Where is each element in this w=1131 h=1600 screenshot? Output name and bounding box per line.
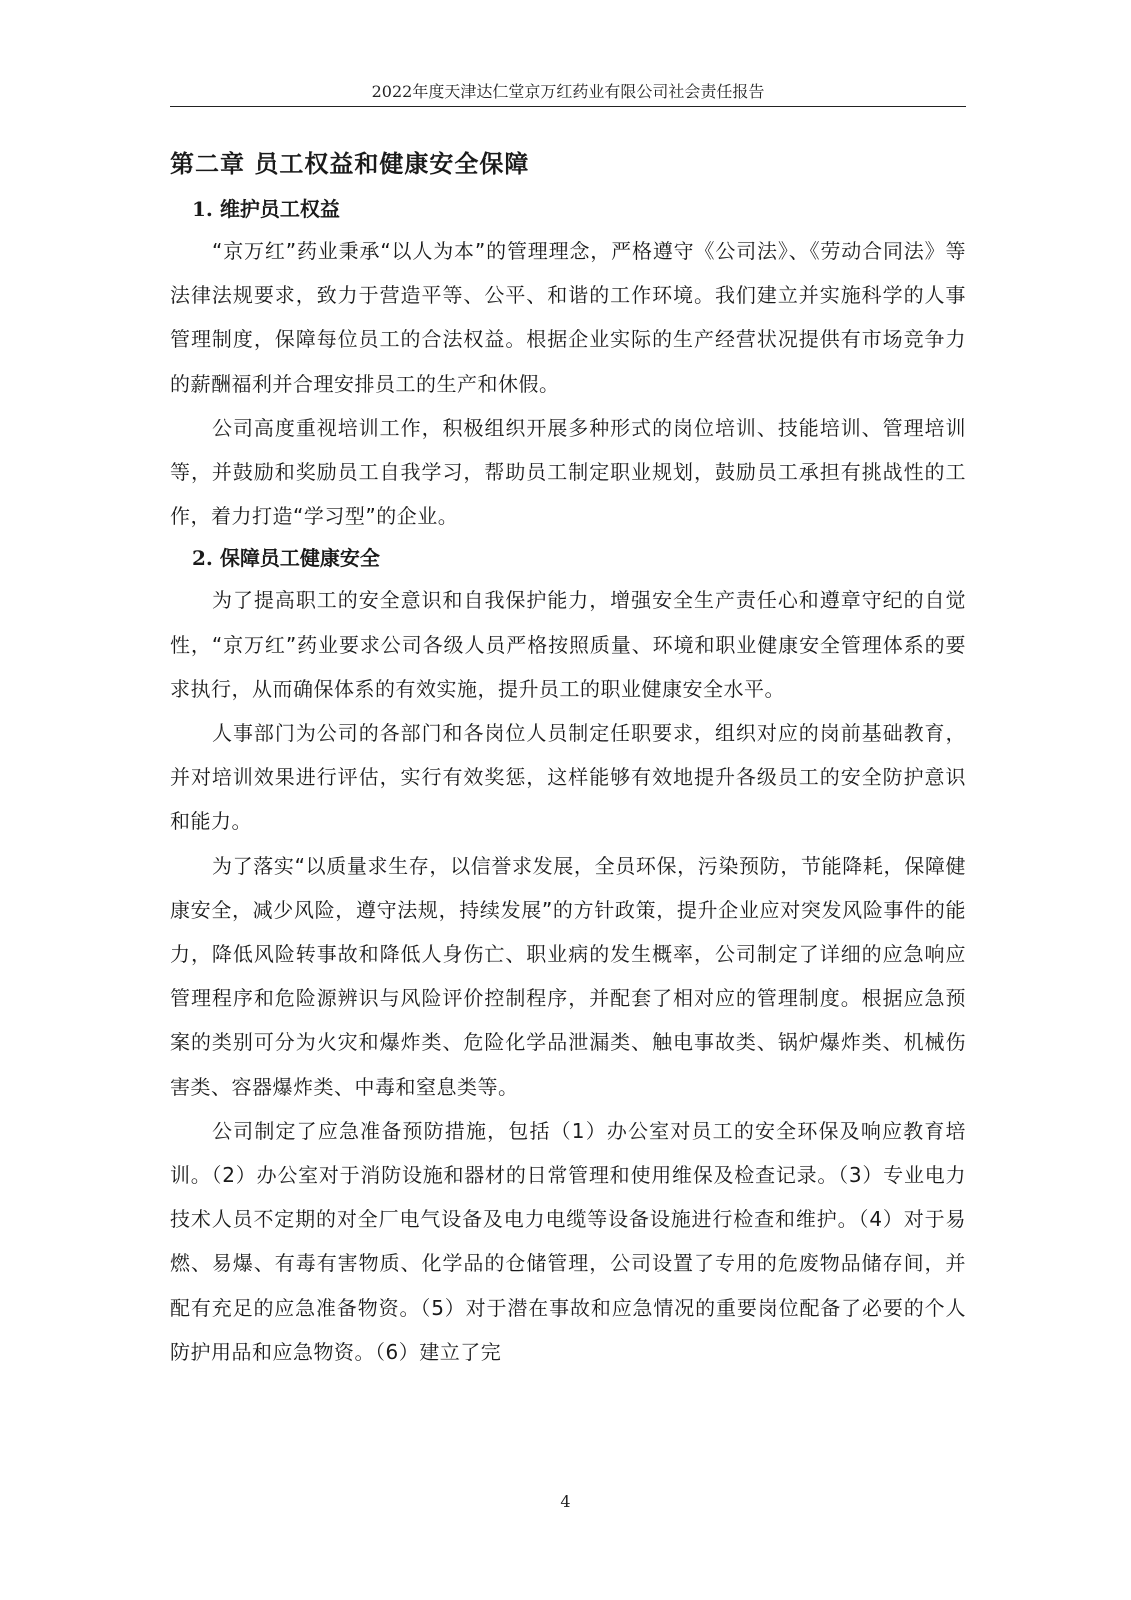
paragraph: “京万红”药业秉承“以人为本”的管理理念，严格遵守《公司法》、《劳动合同法》等法律法规要求，致力于营造平等、公平、和谐的工作环境。我们建立并实施科学的人事管理制度，保障每位员工的合法权益。根据企业实际的生产经营状况提供有市场竞争力的薪酬福利并合理安排员工的生产和休假。 bbox=[170, 239, 966, 396]
paragraph: 为了提高职工的安全意识和自我保护能力，增强安全生产责任心和遵章守纪的自觉性，“京万红”药业要求公司各级人员严格按照质量、环境和职业健康安全管理体系的要求执行，从而确保体系的有效实施，提升员工的职业健康安全水平。 bbox=[170, 588, 966, 701]
paragraph: 公司高度重视培训工作，积极组织开展多种形式的岗位培训、技能培训、管理培训等，并鼓励和奖励员工自我学习，帮助员工制定职业规划，鼓励员工承担有挑战性的工作，着力打造“学习型”的企业。 bbox=[170, 415, 966, 529]
page-content bbox=[170, 144, 966, 1374]
paragraph: 为了落实“以质量求生存，以信誉求发展，全员环保，污染预防，节能降耗，保障健康安全，减少风险，遵守法规，持续发展”的方针政策，提升企业应对突发风险事件的能力，降低风险转事故和降低人身伤亡、职业病的发生概率，公司制定了详细的应急响应管理程序和危险源辨识与风险评价控制程序，并配套了相对应的管理制度。根据应急预案的类别可分为火灾和爆炸类、危险化学品泄漏类、触电事故类、锅炉爆炸类、机械伤害类、容器爆炸类、中毒和窒息类等。 bbox=[170, 853, 966, 1099]
paragraph: 公司制定了应急准备预防措施，包括（1）办公室对员工的安全环保及响应教育培训。（2）办公室对于消防设施和器材的日常管理和使用维保及检查记录。（3）专业电力技术人员不定期的对全厂电气设备及电力电缆等设备设施进行检查和维护。（4）对于易燃、易爆、有毒有害物质、化学品的仓储管理，公司设置了专用的危废物品储存间，并配有充足的应急准备物资。（5）对于潜在事故和应急情况的重要岗位配备了必要的个人防护用品和应急物资。（6）建立了完 bbox=[170, 1118, 966, 1364]
page-number: 4 bbox=[560, 1492, 571, 1511]
running-header: 2022年度天津达仁堂京万红药业有限公司社会责任报告 bbox=[371, 82, 765, 101]
chapter-title: 第二章 员工权益和健康安全保障 bbox=[170, 149, 530, 178]
paragraph: 人事部门为公司的各部门和各岗位人员制定任职要求，组织对应的岗前基础教育，并对培训效果进行评估，实行有效奖惩，这样能够有效地提升各级员工的安全防护意识和能力。 bbox=[170, 721, 966, 834]
header-divider bbox=[170, 106, 966, 107]
section-title-health-safety: 2. 保障员工健康安全 bbox=[192, 546, 380, 571]
section-title-employee-rights: 1. 维护员工权益 bbox=[192, 197, 340, 221]
